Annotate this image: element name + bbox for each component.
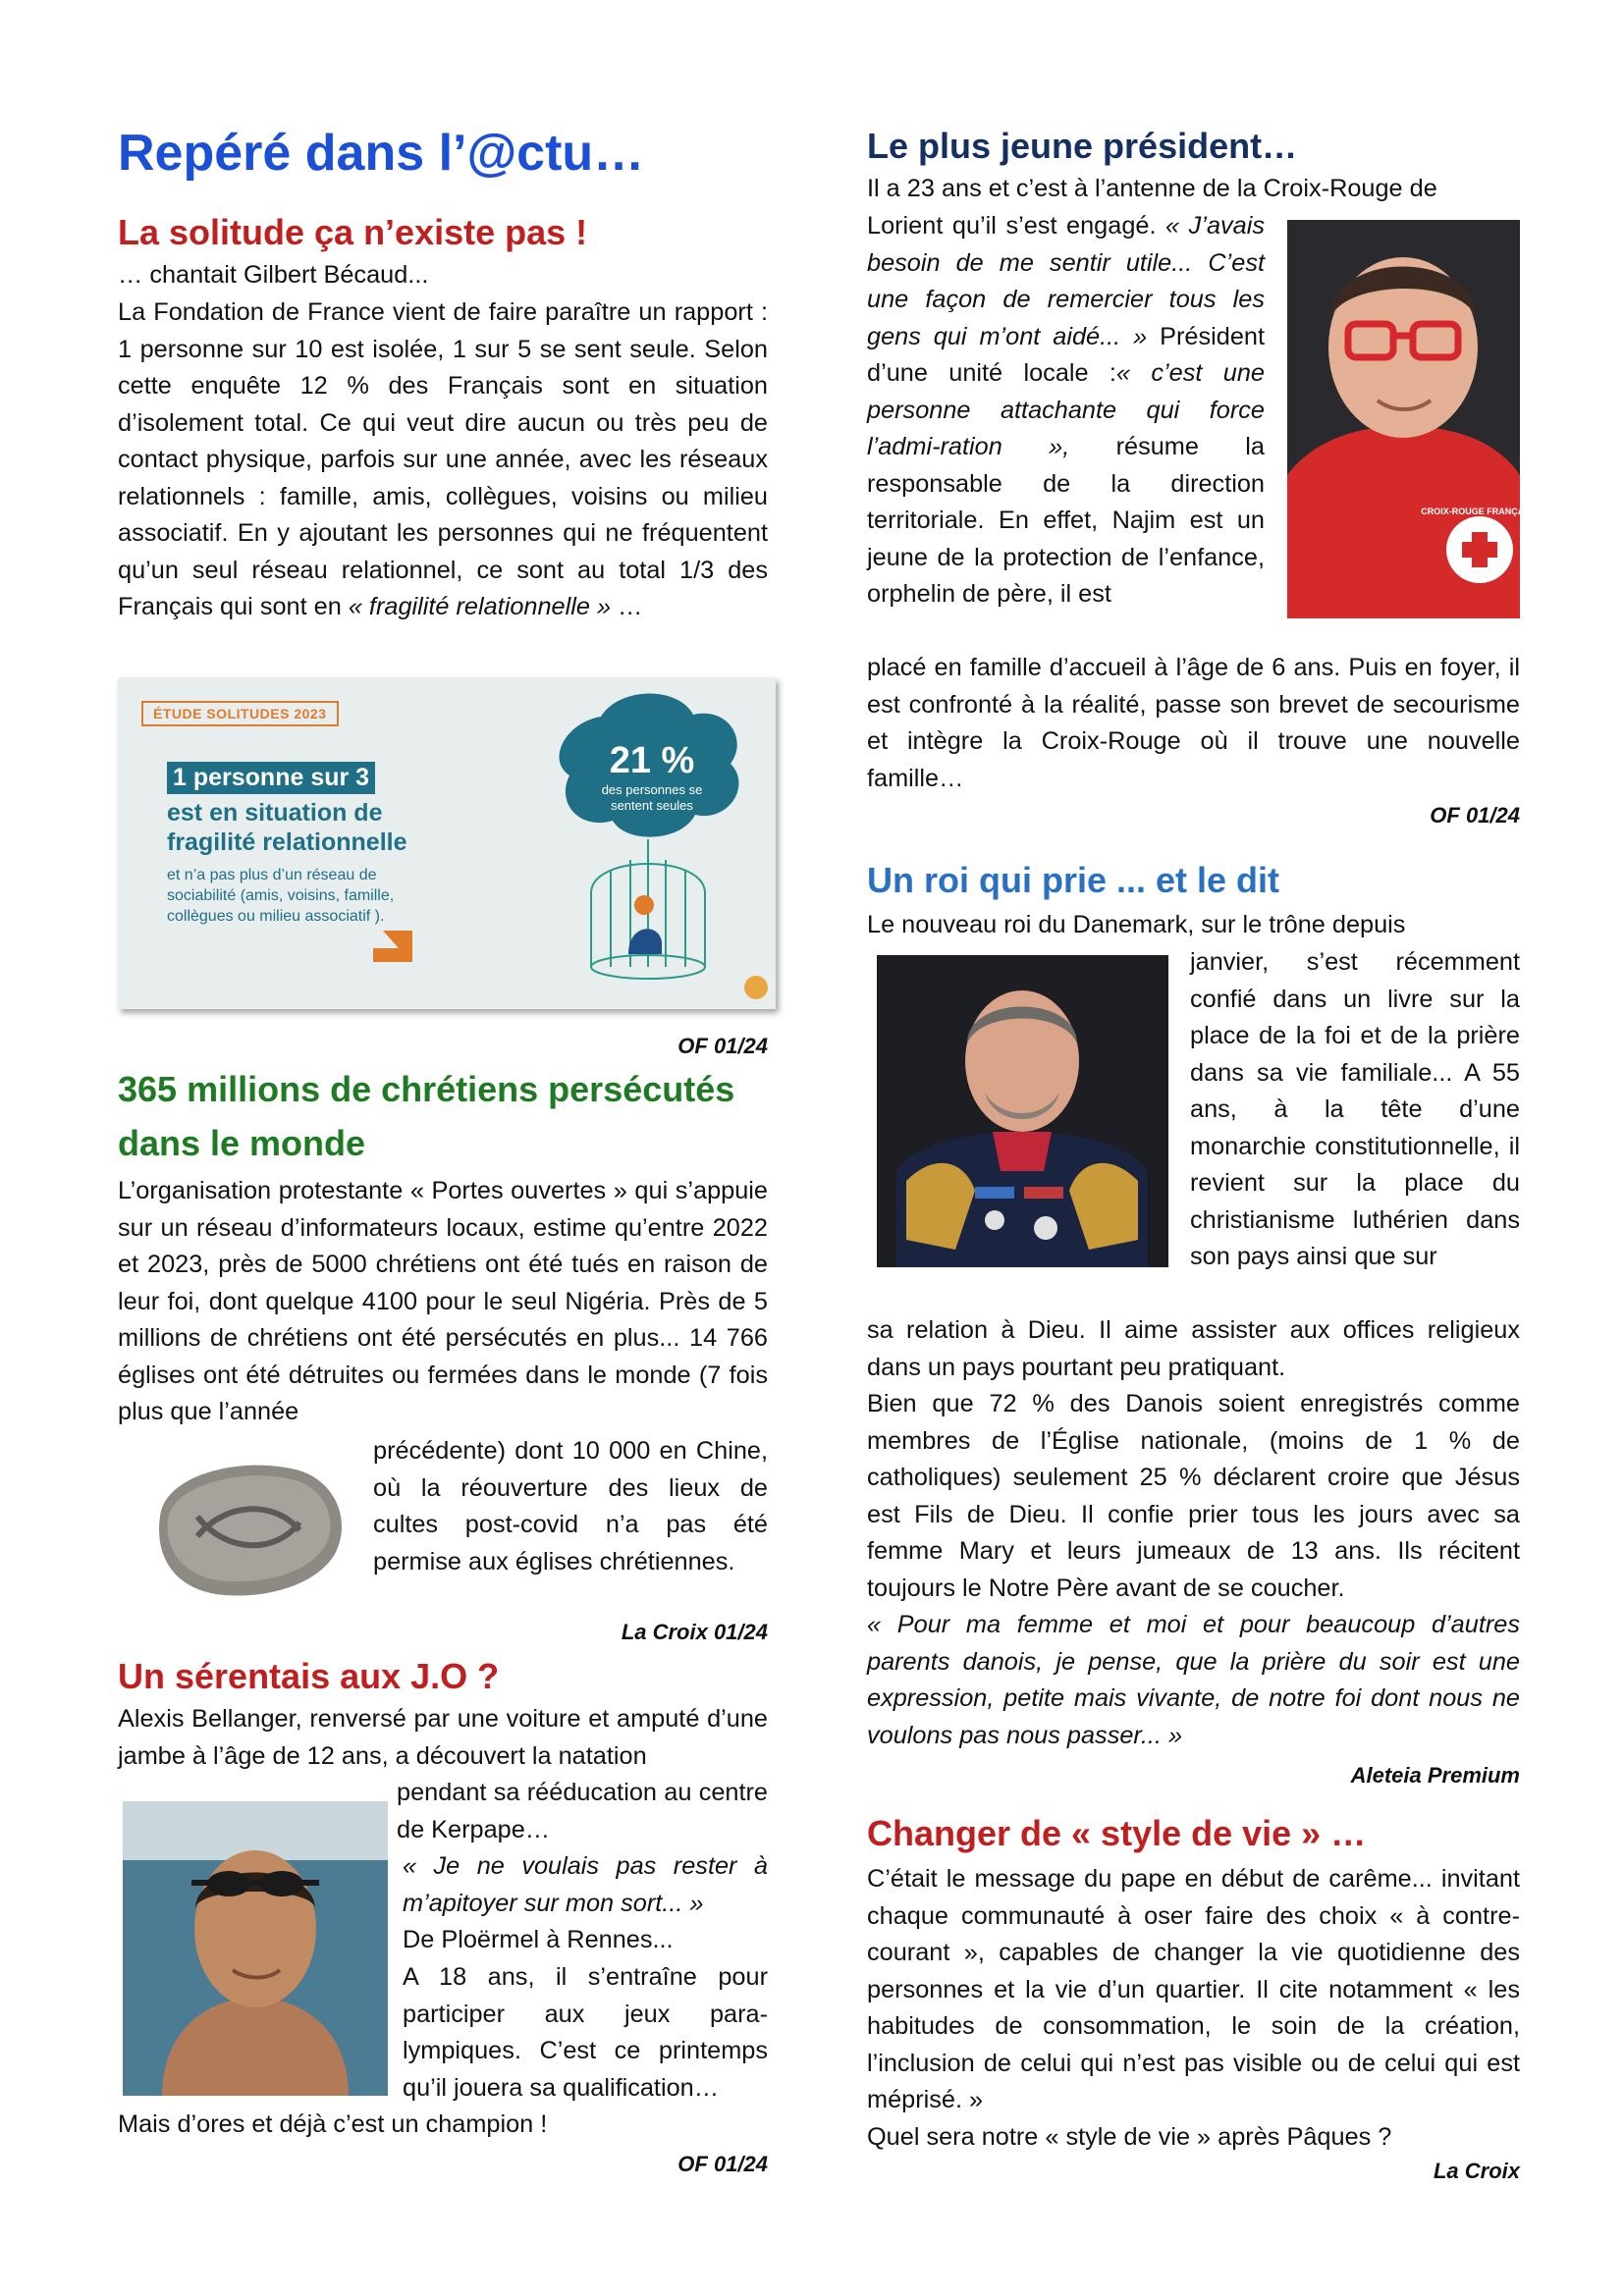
serentais-body-end: Mais d’ores et déjà c’est un champion ! bbox=[118, 2110, 548, 2138]
swimmer-photo bbox=[123, 1801, 388, 2096]
corner-mark bbox=[373, 931, 412, 962]
roi-body-wrap: janvier, s’est récemment confié dans un livre sur la place de la foi et de la prière dans sa vie familiale... A 55 ans, à la tête d’une monarchie constitutionnelle, il revient sur la place du christianisme luthérien dans son pays ainsi que sur bbox=[1190, 948, 1520, 1270]
president-body-end: placé en famille d’accueil à l’âge de 6 ans. Puis en foyer, il est confronté à la réalité, passe son brevet de secourisme et intègre la Croix-Rouge où il trouve une nouvelle famille… bbox=[867, 654, 1520, 792]
stat-value: 21 % bbox=[609, 740, 695, 781]
infographic-stat bbox=[583, 740, 721, 814]
jacket-text: CROIX-ROUGE FRANÇAISE bbox=[1421, 507, 1539, 516]
heading-solitude: La solitude ça n’existe pas ! bbox=[118, 212, 588, 252]
serentais-body-wrap2: De Ploërmel à Rennes... bbox=[403, 1926, 674, 1953]
king-photo bbox=[877, 955, 1168, 1267]
president-body-wrap: Lorient qu’il s’est engagé. « J’avais besoin de me sentir utile... C’est une façon de remercier tous les gens qui m’ont aidé... » Président d’une unité locale :« c’est une personne attachante qui force l’admi-ration », résume la responsable de la direction territoriale. En effet, Najim est un jeune de la protection de l’enfance, orphelin de père, il est bbox=[867, 212, 1265, 608]
infographic-text bbox=[167, 762, 520, 927]
serentais-quote: « Je ne voulais pas rester à m’apitoyer sur mon sort... » bbox=[403, 1852, 768, 1917]
heading-persecutes-line1: 365 millions de chrétiens persécutés bbox=[118, 1069, 735, 1109]
serentais-body-wrap3: A 18 ans, il s’entraîne pour participer aux jeux para-lympiques. C’est ce printemps qu’il jouera sa qualification… bbox=[403, 1963, 768, 2102]
roi-quote: « Pour ma femme et moi et pour beaucoup d’autres parents danois, je pense, que la prière du soir est une expression, petite mais vivante, de notre foi dont nous ne voulons pas nous passer... » bbox=[867, 1611, 1520, 1749]
logo-mark bbox=[744, 976, 768, 999]
heading-persecutes-line2: dans le monde bbox=[118, 1123, 366, 1163]
source-style: La Croix bbox=[1433, 2159, 1520, 2183]
solitude-body: La Fondation de France vient de faire paraître un rapport : 1 personne sur 10 est isolée, 1 sur 5 se sent seule. Selon cette enquête 12 % des Français sont en situation d’isolement total. Ce qui veut dire aucun ou très peu de contact physique, parfois sur une année, avec les réseaux relationnels : famille, amis, collègues, voisins ou milieu associatif. En y ajoutant les personnes qui ne fréquentent qu’un seul réseau relationnel, ce sont au total 1/3 des Français qui sont en « fragilité relationnelle » … bbox=[118, 298, 768, 620]
roi-body-2: Bien que 72 % des Danois soient enregistrés comme membres de l’Église nationale, (moins de 1 % de catholiques) seulement 25 % déclarent croire que Jésus est Fils de Dieu. Il confie prier tous les jours avec sa femme Mary et leurs jumeaux de 13 ans. Ils récitent toujours le Notre Père avant de se coucher. bbox=[867, 1390, 1520, 1602]
persecutes-body-wrap: précédente) dont 10 000 en Chine, où la réouverture des lieux de cultes post-covid n’a pas été permise aux églises chrétiennes. bbox=[373, 1437, 768, 1575]
page-title: Repéré dans l’@ctu… bbox=[118, 125, 645, 182]
roi-body-end: sa relation à Dieu. Il aime assister aux offices religieux dans un pays pourtant peu pratiquant. bbox=[867, 1316, 1520, 1381]
person-icon bbox=[628, 895, 662, 954]
heading-style: Changer de « style de vie » … bbox=[867, 1813, 1367, 1853]
style-body-end: Quel sera notre « style de vie » après Pâques ? bbox=[867, 2123, 1392, 2151]
persecutes-body: L’organisation protestante « Portes ouvertes » qui s’appuie sur un réseau d’informateurs locaux, estime qu’entre 2022 et 2023, près de 5000 chrétiens ont été tués en raison de leur foi, dont quelque 4100 pour le seul Nigéria. Près de 5 millions de chrétiens ont été persécutés en plus... 14 766 églises ont été détruites ou fermées dans le monde (7 fois plus que l’année bbox=[118, 1177, 768, 1425]
heading-roi: Un roi qui prie ... et le dit bbox=[867, 860, 1280, 900]
source-serentais: OF 01/24 bbox=[677, 2152, 768, 2176]
heading-president: Le plus jeune président… bbox=[867, 126, 1298, 166]
style-body: C’était le message du pape en début de carême... invitant chaque communauté à oser faire des choix « à contre-courant », capables de changer la vie quotidienne des personnes et la vie d’un quartier. Il cite notamment « les habitudes de consommation, le soin de la création, l’inclusion de celui qui n’est pas visible ou de celui qui est méprisé. » bbox=[867, 1865, 1520, 2113]
infographic-headline-box: 1 personne sur 3 bbox=[167, 762, 375, 794]
ichthys-stone-image bbox=[142, 1448, 349, 1603]
president-body-first: Il a 23 ans et c’est à l’antenne de la Croix-Rouge de bbox=[867, 175, 1437, 202]
serentais-body-wrap1: pendant sa rééducation au centre de Kerpape… bbox=[397, 1779, 768, 1843]
solitude-intro: … chantait Gilbert Bécaud... bbox=[118, 261, 429, 289]
president-photo bbox=[1287, 220, 1539, 618]
infographic-headline: est en situation de fragilité relationnelle bbox=[167, 799, 407, 856]
infographic-illustration bbox=[471, 677, 776, 1009]
source-solitude: OF 01/24 bbox=[677, 1034, 768, 1058]
source-president: OF 01/24 bbox=[1430, 803, 1520, 828]
infographic-detail: et n’a pas plus d’un réseau de sociabilité (amis, voisins, famille, collègues ou milieu associatif ). bbox=[167, 867, 395, 925]
solitude-infographic bbox=[118, 677, 776, 1009]
infographic-tag: ÉTUDE SOLITUDES 2023 bbox=[141, 701, 339, 726]
source-persecutes: La Croix 01/24 bbox=[621, 1620, 768, 1644]
heading-serentais: Un sérentais aux J.O ? bbox=[118, 1656, 500, 1696]
stat-label: des personnes se sentent seules bbox=[601, 782, 703, 813]
source-roi: Aleteia Premium bbox=[1350, 1763, 1520, 1788]
serentais-body: Alexis Bellanger, renversé par une voiture et amputé d’une jambe à l’âge de 12 ans, a découvert la natation bbox=[118, 1705, 768, 1770]
red-cross-badge-icon bbox=[1446, 516, 1513, 583]
roi-body-first: Le nouveau roi du Danemark, sur le trône depuis bbox=[867, 911, 1406, 938]
